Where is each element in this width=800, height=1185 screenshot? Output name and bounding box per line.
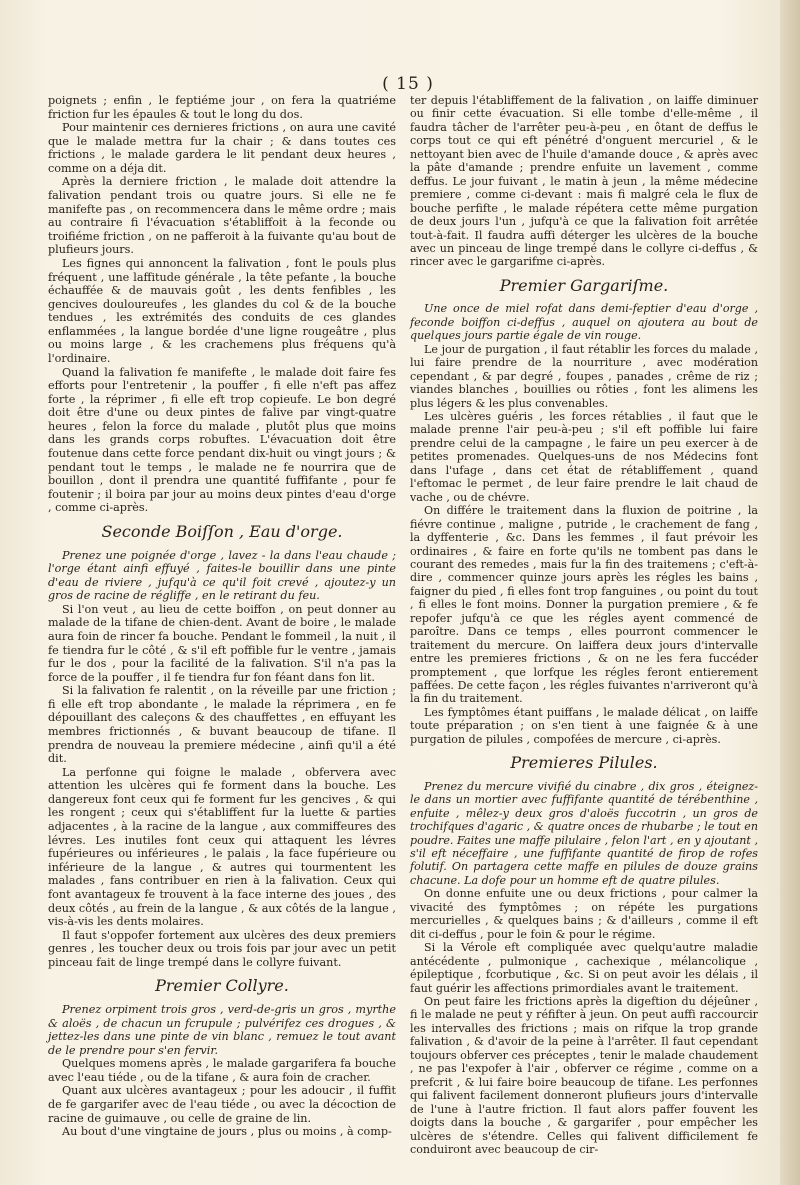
section-heading: Premieres Pilules. [510, 753, 658, 773]
paragraph: Les fymptômes étant puiffans , le malade délicat , on laiffe toute préparation ; on s'en tient à une faignée & à une purgation de pilules , compofées de mercure , ci-après. [410, 705, 758, 746]
paragraph: Après la derniere friction , le malade doit attendre la falivation pendant trois ou quatre jours. Si elle ne fe manifefte pas , on recommencera dans le même ordre ; mais au contraire fi l'évacuation s'établiffoit à la feconde ou troifiéme friction , on ne pafferoit à la fuivante qu'au bout de plufieurs jours. [48, 175, 396, 257]
paragraph: Les ulcères guéris , les forces rétablies , il faut que le malade prenne l'air peu-à-peu ; s'il eft poffible lui faire prendre celui de la campagne , le faire un peu exercer à de petites promenades. Quelques-uns de nos Médecins font dans l'ufage , dans cet état de rétabliffement , quand l'eftomac le permet , de leur faire prendre le lait chaud de vache , ou de chévre. [410, 409, 758, 504]
paragraph: Si la falivation fe ralentit , on la réveille par une friction ; fi elle eft trop abondante , le malade la réprimera , en fe dépouillant des caleçons & des chauffettes , en effuyant les membres frictionnés , & buvant beaucoup de tifane. Il prendra de nouveau la premiere médecine , ainfi qu'il a été dit. [48, 684, 396, 766]
page-number: ( 15 ) [382, 74, 434, 94]
paragraph: Le jour de purgation , il faut rétablir les forces du malade , lui faire prendre de la nourriture , avec modération cependant , & par degré , foupes , panades , crême de riz ; viandes blanches , bouillies ou rôties , font les alimens les plus légers & les plus convenables. [410, 342, 758, 410]
right-column [410, 94, 758, 1156]
paragraph: Si l'on veut , au lieu de cette boiffon , on peut donner au malade de la tifane de chien-dent. Avant de boire , le malade aura foin de rincer fa bouche. Pendant le fommeil , la nuit , il fe tiendra fur le côté , & s'il eft poffible fur le ventre , jamais fur le dos , pour la facilité de la falivation. S'il n'a pas la force de la pouffer , il fe tiendra fur fon féant dans fon lit. [48, 602, 396, 684]
paragraph: Si la Vérole eft compliquée avec quelqu'autre maladie antécédente , pulmonique , cachexique , mélancolique , épileptique , fcorbutique , &c. Si on peut avoir les délais , il faut guérir les affections primordiales avant le traitement. [410, 941, 758, 995]
paragraph: Quelques momens après , le malade gargarifera fa bouche avec l'eau tiéde , ou de la tifane , & aura foin de cracher. [48, 1057, 396, 1084]
paragraph: Les fignes qui annoncent la falivation , font le pouls plus fréquent , une laffitude générale , la tête pefante , la bouche échauffée & de mauvais goût , les dents fenfibles , les gencives douloureufes , les glandes du col & de la bouche tendues , les extrémités des conduits de ces glandes enflammées , la langue bordée d'une ligne rougeâtre , plus ou moins large , & les crachemens plus fréquens qu'à l'ordinaire. [48, 256, 396, 365]
paragraph: On donne enfuite une ou deux frictions , pour calmer la vivacité des fymptômes ; on répéte les purgations mercurielles , & quelques bains ; & d'ailleurs , comme il eft dit ci-deffus , pour le foin & pour le régime. [410, 887, 758, 941]
recipe-paragraph: Prenez une poignée d'orge , lavez - la dans l'eau chaude ; l'orge étant ainfi effuyé , faites-le bouillir dans une pinte d'eau de riviere , jufqu'à ce qu'il foit crevé , ajoutez-y un gros de racine de régliffe , en le retirant du feu. [48, 548, 396, 603]
recipe-paragraph: Une once de miel rofat dans demi-feptier d'eau d'orge , feconde boiffon ci-deffus , auquel on ajoutera au bout de quelques jours partie égale de vin rouge. [410, 302, 758, 343]
paragraph: Il faut s'oppofer fortement aux ulcères des deux premiers genres , les toucher deux ou trois fois par jour avec un petit pinceau fait de linge trempé dans le collyre fuivant. [48, 928, 396, 969]
paragraph: Au bout d'une vingtaine de jours , plus ou moins , à comp- [62, 1125, 392, 1139]
paragraph: Quant aux ulcères avantageux ; pour les adoucir , il fuffit de fe gargarifer avec de l'eau tiéde , ou avec la décoction de racine de guimauve , ou celle de graine de lin. [48, 1084, 396, 1125]
recipe-paragraph: Prenez orpiment trois gros , verd-de-gris un gros , myrthe & aloës , de chacun un fcrupule ; pulvérifez ces drogues , & jettez-les dans une pinte de vin blanc , remuez le tout avant de le prendre pour s'en fervir. [48, 1003, 396, 1057]
paragraph: Pour maintenir ces dernieres frictions , on aura une cavité que le malade mettra fur la chair ; & dans toutes ces frictions , le malade gardera le lit pendant deux heures , comme on a déja dit. [48, 121, 396, 175]
page-edge [780, 0, 800, 1185]
section-heading: Premier Gargariſme. [499, 275, 669, 295]
paragraph: On différe le traitement dans la fluxion de poitrine , la fiévre continue , maligne , putride , le crachement de fang , la dyffenterie , &c. Dans les femmes , il faut prévoir les ordinaires , & faire en forte qu'ils ne tombent pas dans le courant des remedes , mais fur la fin des traitemens ; c'eft-à-dire , commencer quinze jours après les régles les bains , faigner du pied , fi elles font trop fanguines , ou point du tout , fi elles le font moins. Donner la purgation premiere , & fe repofer jufqu'à ce que les régles ayent commencé de paroître. Dans ce temps , elles pourront commencer le traitement du mercure. On laiffera deux jours d'intervalle entre les premieres frictions , & on ne les fera fuccéder promptement , que lorfque les régles feront entierement paffées. De cette façon , les régles fuivantes n'arriveront qu'à la fin du traitement. [410, 504, 758, 706]
section-heading: Premier Collyre. [155, 976, 289, 996]
section-heading: Seconde Boiſſon , Eau d'orge. [101, 521, 343, 541]
paragraph: Quand la falivation fe manifefte , le malade doit faire fes efforts pour l'entretenir , la pouffer , fi elle n'eft pas affez forte , la réprimer , fi elle eft trop copieufe. Le bon degré doit être d'une ou deux pintes de falive par vingt-quatre heures , felon la force du malade , plutôt plus que moins dans les grands corps robuftes. L'évacuation doit être foutenue dans cette force pendant dix-huit ou vingt jours ; & pendant tout le temps , le malade ne fe nourrira que de bouillon , dont il prendra une quantité fuffifante , pour fe foutenir ; il boira par jour au moins deux pintes d'eau d'orge , comme ci-après. [48, 365, 396, 515]
recipe-paragraph: Prenez du mercure vivifié du cinabre , dix gros , éteignez-le dans un mortier avec fuffifante quantité de térébenthine , enfuite , mêlez-y deux gros d'aloës fuccotrin , un gros de trochifques d'agaric , & quatre onces de rhubarbe ; le tout en poudre. Faites une maffe pilulaire , felon l'art , en y ajoutant , s'il eft néceffaire , une fuffifante quantité de firop de rofes folutif. On partagera cette maffe en pilules de douze grains chacune. La dofe pour un homme eft de quatre pilules. [410, 779, 758, 887]
paragraph: La perfonne qui foigne le malade , obfervera avec attention les ulcères qui fe forment dans la bouche. Les dangereux font ceux qui fe forment fur les gencives , & qui les rongent ; ceux qui s'établiffent fur la luette & parties adjacentes , à la racine de la langue , aux commiffeures des lévres. Les inutiles font ceux qui attaquent les lévres fupérieures ou inférieures , le palais , la face fupérieure ou inférieure de la langue , & autres qui tourmentent les malades , fans contribuer en rien à la falivation. Ceux qui font avantageux fe trouvent à la face interne des joues , des deux côtés , au frein de la langue , & aux côtés de la langue , vis-à-vis les dents molaires. [48, 765, 396, 929]
paragraph: ter depuis l'établiffement de la falivation , on laiffe diminuer ou finir cette évacuation. Si elle tombe d'elle-même , il faudra tâcher de l'arrêter peu-à-peu , en ôtant de deffus le corps tout ce qui eft pénétré d'onguent mercuriel , & le nettoyant bien avec de l'huile d'amande douce , & après avec la pâte d'amande ; prendre enfuite un lavement , comme deffus. Le jour fuivant , le matin à jeun , la même médecine premiere , comme ci-devant : mais fi malgré cela le flux de bouche perfifte , le malade répétera cette même purgation de deux jours l'un , jufqu'à ce que la falivation foit arrêtée tout-à-fait. Il faudra auffi déterger les ulcères de la bouche avec un pinceau de linge trempé dans le collyre ci-deffus , & rincer avec le gargarifme ci-après. [410, 94, 758, 269]
left-column [48, 94, 396, 1139]
paragraph: poignets ; enfin , le feptiéme jour , on fera la quatriéme friction fur les épaules & tout le long du dos. [48, 94, 396, 121]
paragraph: On peut faire les frictions après la digeftion du déjeûner , fi le malade ne peut y réfifter à jeun. On peut auffi raccourcir les intervalles des frictions ; mais on rifque la trop grande falivation , & d'avoir de la peine à l'arrêter. Il faut cependant toujours obferver ces préceptes , tenir le malade chaudement , ne pas l'expofer à l'air , obferver ce régime , comme on a prefcrit , & lui faire boire beaucoup de tifane. Les perfonnes qui falivent facilement donneront plufieurs jours d'intervalle de l'une à l'autre friction. Il faut alors paffer fouvent les doigts dans la bouche , & gargarifer , pour empêcher les ulcères de s'étendre. Celles qui falivent difficilement fe conduiront avec beaucoup de cir- [410, 995, 758, 1156]
